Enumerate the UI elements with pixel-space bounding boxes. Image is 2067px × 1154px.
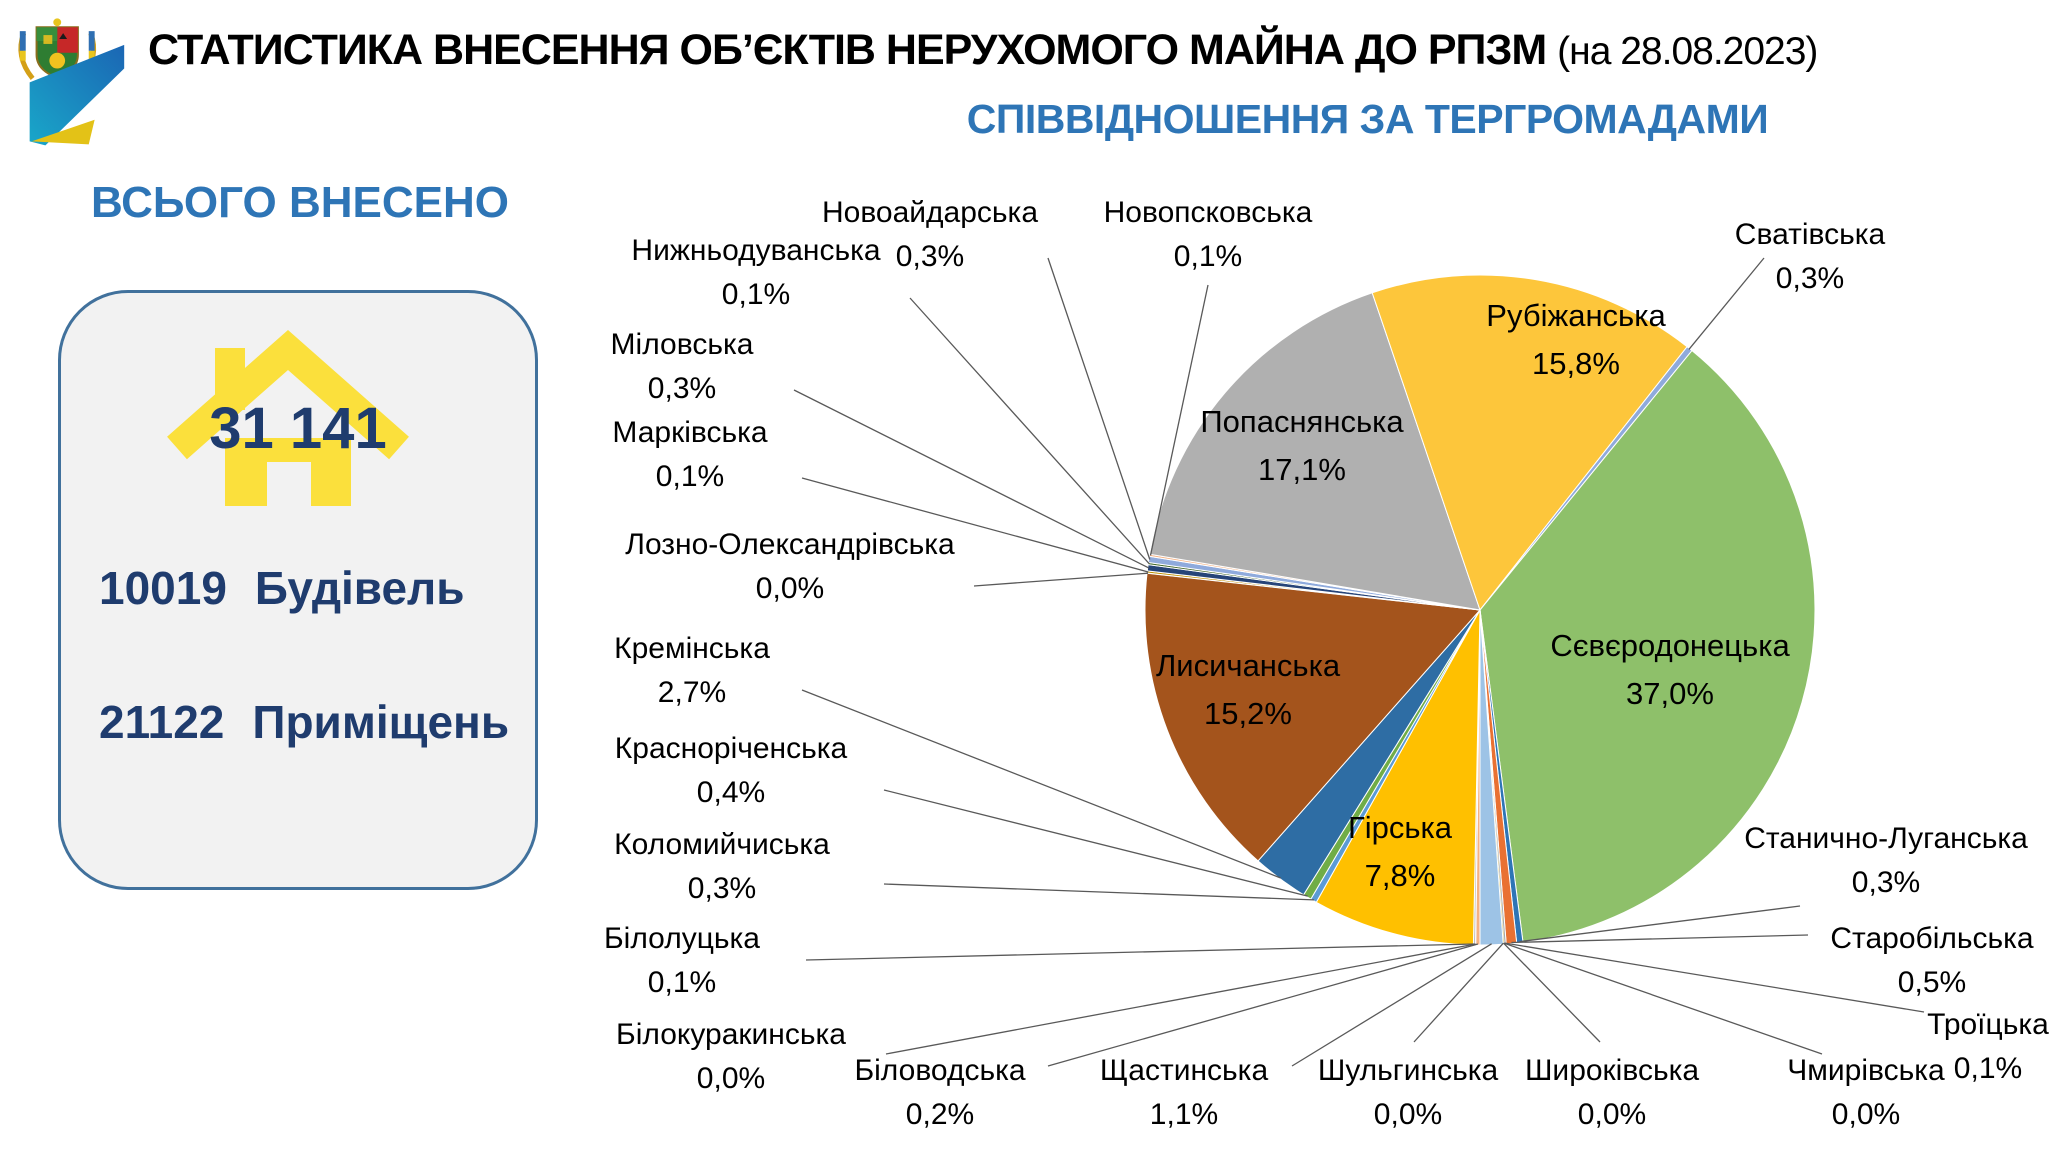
chart-subtitle: СПІВВІДНОШЕННЯ ЗА ТЕРГРОМАДАМИ: [966, 96, 1769, 142]
slice-label-value: 0,2%: [905, 1098, 975, 1131]
slice-label-name: Нижньодуванська: [631, 234, 881, 267]
slice-label-value: 1,1%: [1149, 1098, 1219, 1131]
slice-label-value: 0,0%: [1831, 1098, 1901, 1131]
slice-label-name: Біловодська: [854, 1054, 1026, 1087]
slice-label-value: 15,8%: [1532, 346, 1620, 381]
slice-label-name: Марківська: [612, 416, 768, 449]
slice-label-name: Лозно-Олександрівська: [625, 528, 955, 561]
leader-line: [1048, 258, 1150, 560]
slice-label-value: 15,2%: [1204, 696, 1292, 731]
slice-label-value: 0,3%: [1851, 866, 1921, 899]
slice-label-value: 0,3%: [687, 872, 757, 905]
title-date: (на 28.08.2023): [1557, 30, 1818, 73]
slice-label-name: Коломийчиська: [614, 828, 830, 861]
slice-label-value: 0,3%: [1775, 262, 1845, 295]
slice-label-name: Красноріченська: [614, 732, 848, 765]
slice-label-name: Кремінська: [614, 632, 770, 665]
slice-label-value: 0,3%: [647, 372, 717, 405]
title-text: СТАТИСТИКА ВНЕСЕННЯ ОБ’ЄКТІВ НЕРУХОМОГО МАЙНА ДО РПЗМ: [148, 26, 1547, 74]
slice-label-value: 0,1%: [655, 460, 725, 493]
leader-line: [884, 884, 1314, 900]
slice-label-name: Сєвєродонецька: [1550, 628, 1790, 663]
leader-line: [1504, 943, 1600, 1042]
slice-label-value: 17,1%: [1258, 452, 1346, 487]
slice-label-value: 0,0%: [1577, 1098, 1647, 1131]
slice-label-value: 0,0%: [696, 1062, 766, 1095]
slice-label-name: Міловська: [610, 328, 754, 361]
stat-buildings-value: 10019: [99, 562, 227, 614]
slice-label-value: 0,1%: [721, 278, 791, 311]
leader-line: [1292, 944, 1492, 1066]
slice-label-name: Троїцька: [1927, 1008, 2049, 1041]
slice-label-value: 0,5%: [1897, 966, 1967, 999]
slice-label-name: Новопсковська: [1103, 196, 1313, 229]
slice-label-value: 0,4%: [696, 776, 766, 809]
slice-label-name: Широківська: [1524, 1054, 1700, 1087]
slice-label-value: 0,0%: [1373, 1098, 1443, 1131]
slice-label-name: Старобільська: [1830, 922, 2034, 955]
slice-label-value: 0,1%: [1953, 1052, 2023, 1085]
slice-label-name: Попаснянська: [1200, 404, 1404, 439]
slice-label-name: Рубіжанська: [1486, 298, 1666, 333]
slice-label-name: Сватівська: [1734, 218, 1886, 251]
slice-label-value: 37,0%: [1626, 676, 1714, 711]
total-count: 31 141: [209, 396, 387, 461]
slice-label-name: Шульгинська: [1317, 1054, 1499, 1087]
leader-line: [1689, 258, 1764, 349]
slice-label-value: 0,1%: [1173, 240, 1243, 273]
slice-label-value: 0,1%: [647, 966, 717, 999]
leader-line: [806, 944, 1474, 960]
leader-line: [1504, 943, 1822, 1054]
slice-label-name: Станично-Луганська: [1744, 822, 2028, 855]
slice-label-value: 0,0%: [755, 572, 825, 605]
slice-label-name: Новоайдарська: [821, 196, 1039, 229]
stat-premises-label: Приміщень: [252, 696, 510, 748]
stat-premises-value: 21122: [99, 696, 225, 748]
slice-label-name: Білолуцька: [603, 922, 761, 955]
slice-label-value: 0,3%: [895, 240, 965, 273]
slice-label-name: Білокуракинська: [616, 1018, 846, 1051]
slice-label-name: Гірська: [1347, 810, 1453, 845]
slice-label-name: Лисичанська: [1155, 648, 1341, 683]
slice-label-value: 7,8%: [1364, 858, 1436, 893]
leader-line: [1048, 944, 1478, 1066]
slice-label-value: 2,7%: [657, 676, 727, 709]
leader-line: [886, 944, 1476, 1054]
slice-label-name: Чмирівська: [1787, 1054, 1945, 1087]
stat-buildings-label: Будівель: [254, 562, 465, 614]
leader-line: [910, 298, 1149, 564]
slice-label-name: Щастинська: [1099, 1054, 1269, 1087]
leader-line: [974, 573, 1148, 586]
summary-heading: ВСЬОГО ВНЕСЕНО: [91, 178, 509, 227]
